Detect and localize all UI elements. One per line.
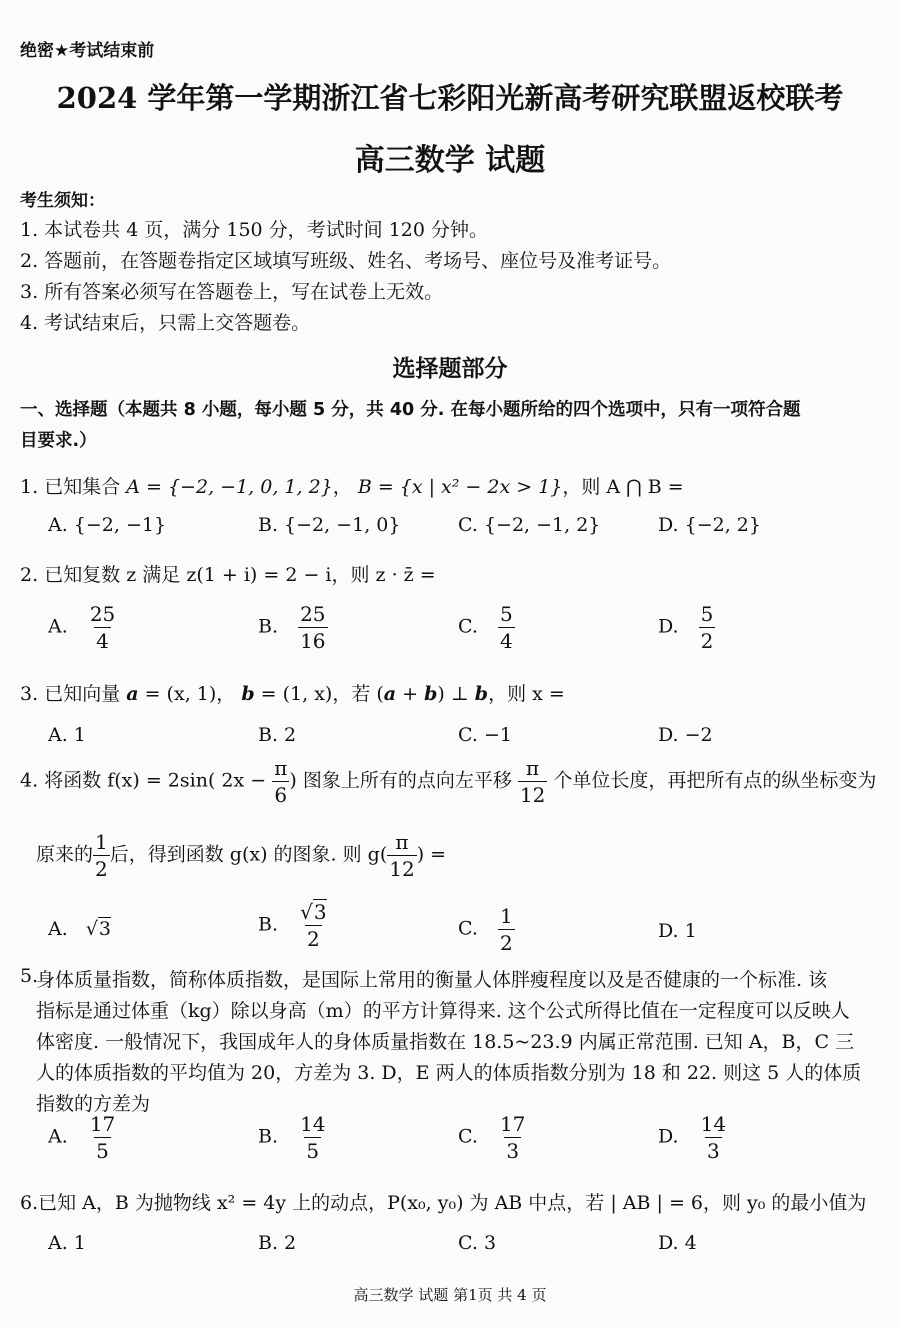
option-letter: C.	[458, 1125, 478, 1148]
option-letter: D.	[658, 1125, 679, 1148]
q4-option-b	[258, 902, 329, 949]
fraction	[498, 1114, 527, 1161]
sqrt-expression	[98, 918, 111, 940]
q1-set-b: B = {x | x² − 2x > 1}	[357, 476, 563, 498]
option-letter: B.	[258, 615, 279, 638]
fraction	[93, 832, 110, 879]
fraction-denominator: 4	[96, 629, 109, 653]
q3-plus: +	[396, 683, 425, 705]
q5-option-d	[658, 1114, 728, 1161]
section-instruction-line2: 目要求.）	[20, 431, 97, 451]
question-number: 2.	[20, 564, 39, 586]
fraction-denominator: 2	[306, 927, 320, 951]
q1-sep: ，	[332, 476, 352, 498]
option-letter: A.	[48, 1125, 68, 1148]
q3-lead: 已知向量	[44, 683, 121, 705]
subject-title: 高三数学 试题	[354, 143, 546, 178]
question-4-stem-line1	[20, 758, 876, 805]
option-letter: C.	[458, 615, 478, 638]
fraction-numerator: π	[526, 756, 540, 780]
fraction-numerator: 5	[700, 602, 714, 626]
fraction	[699, 604, 716, 651]
q1-option-b: B. {−2, −1, 0}	[258, 514, 401, 536]
q6-option-c: C. 3	[458, 1232, 497, 1254]
fraction	[298, 902, 328, 949]
fraction-numerator: 17	[499, 1112, 526, 1136]
vector-b: b	[241, 683, 255, 705]
q4-line2-a: 原来的	[36, 843, 94, 866]
question-number: 1.	[20, 476, 39, 498]
question-4-stem-line2	[36, 832, 446, 879]
q2-option-a	[48, 604, 117, 651]
question-2-stem	[20, 560, 436, 587]
sqrt-radicand: 3	[313, 900, 327, 924]
q5-option-c	[458, 1114, 527, 1161]
page-footer: 高三数学 试题 第1页 共 4 页	[353, 1286, 547, 1304]
q2-option-c	[458, 604, 515, 651]
notice-item-3: 3. 所有答案必须写在答题卷上，写在试卷上无效。	[20, 281, 444, 303]
q5-option-a	[48, 1114, 117, 1161]
q1-option-d: D. {−2, 2}	[658, 514, 761, 536]
q5-option-b	[258, 1114, 328, 1161]
notice-item-2: 2. 答题前，在答题卷指定区域填写班级、姓名、考场号、座位号及准考证号。	[20, 250, 672, 272]
fraction-denominator: 3	[506, 1139, 520, 1163]
q3-vec-b-value: = (1, x)，若 (	[254, 683, 384, 705]
fraction	[272, 758, 289, 805]
question-1-stem	[20, 472, 684, 499]
q6-option-b: B. 2	[258, 1232, 297, 1254]
notice-item-4: 4. 考试结束后，只需上交答题卷。	[20, 312, 311, 334]
fraction-numerator: 17	[89, 1112, 116, 1136]
fraction-denominator: 5	[306, 1139, 320, 1163]
q4-option-d: D. 1	[658, 920, 697, 942]
fraction-numerator: π	[274, 756, 288, 780]
q6-option-a: A. 1	[48, 1232, 86, 1254]
q3-option-a: A. 1	[48, 724, 86, 746]
vector-b: b	[474, 683, 489, 705]
fraction	[298, 1114, 327, 1161]
q5-line-2: 指标是通过体重（kg）除以身高（m）的平方计算得来. 这个公式所得比值在一定程度可以反映人	[36, 1000, 850, 1022]
q5-line-5: 指数的方差为	[36, 1093, 151, 1115]
q3-perp: ) ⊥	[437, 683, 475, 705]
fraction-numerator: 5	[499, 602, 513, 626]
q2-option-d	[658, 604, 715, 651]
q4-line2-c: ) =	[416, 843, 447, 866]
fraction-numerator: 14	[300, 1112, 326, 1136]
fraction-numerator: 1	[95, 830, 108, 854]
notice-item-1: 1. 本试卷共 4 页，满分 150 分，考试时间 120 分钟。	[20, 219, 489, 241]
fraction-numerator: 25	[300, 602, 326, 626]
sqrt-expression	[313, 902, 327, 922]
fraction-numerator: 1	[499, 904, 513, 928]
section-title: 选择题部分	[392, 355, 508, 382]
vector-a: a	[383, 683, 397, 705]
q3-option-b: B. 2	[258, 724, 297, 746]
question-6-stem	[20, 1188, 866, 1215]
fraction-denominator: 4	[499, 629, 513, 653]
option-letter: B.	[258, 1125, 279, 1148]
q4-part2: ) 图象上所有的点向左平移	[289, 769, 512, 792]
fraction	[498, 604, 515, 651]
fraction-denominator: 12	[519, 783, 546, 807]
fraction-numerator: 25	[89, 602, 116, 626]
fraction-denominator: 2	[700, 629, 714, 653]
fraction-denominator: 16	[300, 629, 326, 653]
q3-option-d: D. −2	[658, 724, 713, 746]
q3-option-c: C. −1	[458, 724, 512, 746]
q1-lead: 已知集合	[44, 476, 121, 498]
fraction	[88, 604, 117, 651]
fraction-denominator: 2	[499, 931, 513, 955]
fraction-numerator: π	[395, 830, 409, 854]
q2-stem-text: 已知复数 z 满足 z(1 + i) = 2 − i，则 z · z̄ =	[44, 564, 436, 586]
q4-part1: 将函数 f(x) = 2sin( 2x −	[44, 769, 267, 792]
fraction	[387, 832, 416, 879]
q1-set-a: A = {−2, −1, 0, 1, 2}	[126, 476, 333, 498]
fraction-denominator: 6	[274, 783, 288, 807]
q4-option-a	[48, 918, 111, 940]
option-letter: D.	[658, 615, 679, 638]
q4-option-c	[458, 906, 515, 953]
option-letter: A.	[48, 918, 68, 940]
fraction	[699, 1114, 728, 1161]
option-letter: A.	[48, 615, 68, 638]
q3-tail: ，则 x =	[488, 683, 565, 705]
q1-option-c: C. {−2, −1, 2}	[458, 514, 601, 536]
vector-a: a	[126, 683, 139, 705]
q4-line2-b: 后，得到函数 g(x) 的图象. 则 g(	[109, 843, 388, 866]
q5-line-1: 身体质量指数，简称体质指数，是国际上常用的衡量人体胖瘦程度以及是否健康的一个标准. 该	[36, 969, 828, 991]
q4-part3: 个单位长度，再把所有点的纵坐标变为	[553, 769, 877, 792]
vector-b: b	[424, 683, 438, 705]
fraction	[298, 604, 327, 651]
fraction-denominator: 12	[389, 857, 415, 881]
q1-tail: ，则 A ⋂ B =	[562, 476, 684, 498]
fraction-numerator: 14	[700, 1112, 727, 1136]
option-letter: B.	[258, 913, 279, 936]
q6-option-d: D. 4	[658, 1232, 697, 1254]
sqrt-sign: √	[85, 918, 98, 940]
fraction	[88, 1114, 117, 1161]
q2-option-b	[258, 604, 328, 651]
q6-stem-text: 已知 A，B 为抛物线 x² = 4y 上的动点，P(x₀, y₀) 为 AB 中点，若 | AB | = 6，则 y₀ 的最小值为	[38, 1192, 867, 1214]
fraction	[498, 906, 515, 953]
question-3-stem	[20, 679, 565, 706]
question-number: 4.	[20, 769, 39, 792]
fraction-denominator: 2	[95, 857, 108, 881]
notice-heading: 考生须知：	[20, 191, 105, 211]
q1-option-a: A. {−2, −1}	[48, 514, 167, 536]
question-number: 6.	[20, 1192, 39, 1214]
fraction-denominator: 3	[707, 1139, 720, 1163]
q5-line-4: 人的体质指数的平均值为 20，方差为 3. D，E 两人的体质指数分别为 18 和 22. 则这 5 人的体质	[36, 1062, 862, 1084]
question-5-number: 5.	[20, 965, 39, 987]
secret-label: 绝密★考试结束前	[20, 41, 155, 61]
q5-line-3: 体密度. 一般情况下，我国成年人的身体质量指数在 18.5~23.9 内属正常范围. 已知 A，B，C 三	[36, 1031, 855, 1053]
section-instruction-line1: 一、选择题（本题共 8 小题，每小题 5 分，共 40 分. 在每小题所给的四个选项中，只有一项符合题	[20, 400, 801, 420]
question-number: 3.	[20, 683, 39, 705]
fraction	[518, 758, 547, 805]
exam-title: 2024 学年第一学期浙江省七彩阳光新高考研究联盟返校联考	[56, 81, 844, 115]
fraction-denominator: 5	[96, 1139, 109, 1163]
q3-vec-a-value: = (x, 1)，	[138, 683, 236, 705]
fraction-numerator: √3	[300, 900, 327, 924]
sqrt-radicand: 3	[98, 918, 112, 940]
option-letter: C.	[458, 917, 478, 940]
